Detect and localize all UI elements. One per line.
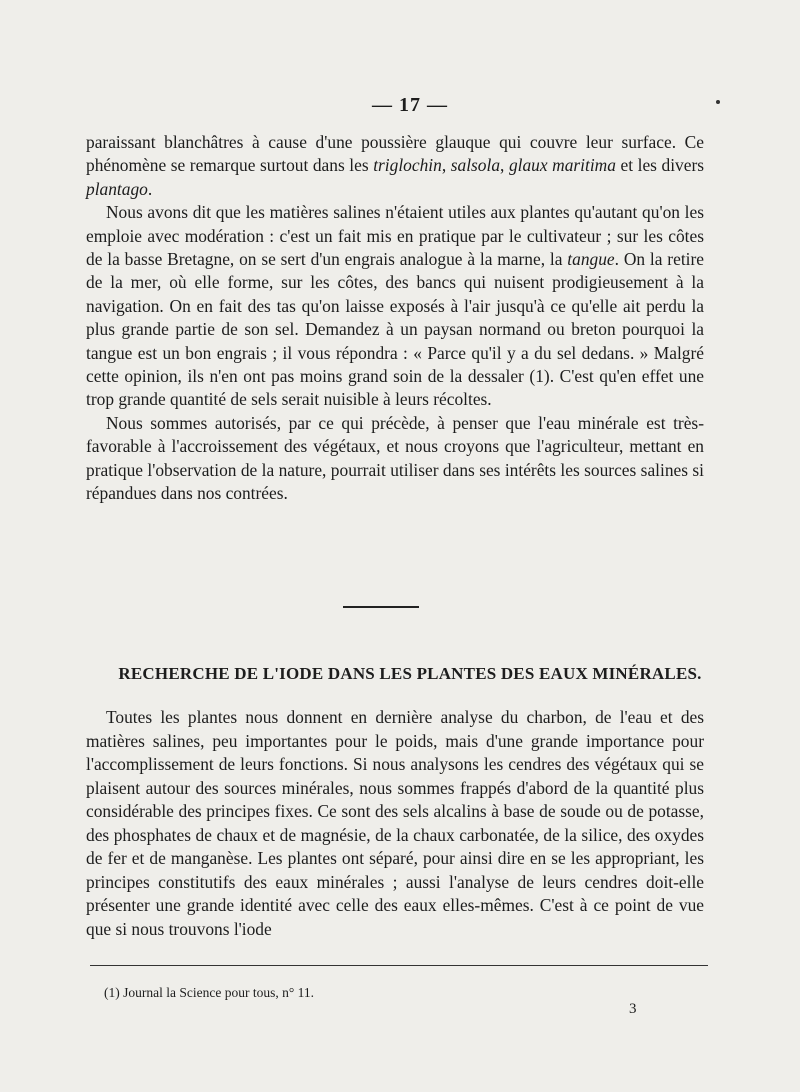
text-run: Nous avons dit que les matières salines n'étaient utiles aux plantes qu'autant qu'on les emploie avec modération : c'est un fait mis en pratique par le cultivateur ; sur les côtes de la basse Bretagne, on se sert d'un engrais analogue à la marne, la xyxy=(86,202,704,270)
section-divider xyxy=(343,606,419,608)
paragraph xyxy=(86,706,704,941)
footnote: (1) Journal la Science pour tous, n° 11. xyxy=(104,985,314,1000)
paragraph xyxy=(86,131,704,201)
text-run: . On la retire de la mer, où elle forme, sur les côtes, des bancs qui nuisent prodigieusement à la navigation. On en fait des tas qu'on laisse exposés à l'air jusqu'à ce qu'elle ait perdu la plus grande partie de son sel. Demandez à un paysan normand ou breton pourquoi la tangue est un bon engrais ; il vous répondra : « Parce qu'il y a du sel dedans. » Malgré cette opinion, ils n'en ont pas moins grand soin de la dessaler (1). C'est qu'en effet une trop grande quantité de sels serait nuisible à leurs récoltes. xyxy=(86,249,704,410)
body-text-top xyxy=(86,131,704,506)
paragraph xyxy=(86,412,704,506)
italic-term: triglochin xyxy=(373,155,442,176)
signature-mark: 3 xyxy=(629,1001,637,1017)
italic-term: tangue xyxy=(567,249,615,270)
italic-term: salsola xyxy=(450,155,501,176)
italic-term: glaux maritima xyxy=(508,155,616,176)
text-run: paraissant blanchâtres à cause d'une poussière glauque qui couvre leur surface. Ce phénomène se remarque surtout dans les xyxy=(86,132,704,176)
paragraph xyxy=(86,201,704,412)
text-run: et les divers xyxy=(615,155,704,176)
italic-term: plantago xyxy=(86,178,148,199)
footnote-divider xyxy=(90,965,708,966)
body-text-bottom xyxy=(86,706,704,941)
text-run: , xyxy=(441,155,451,176)
text-run: , xyxy=(500,155,509,176)
text-run: . xyxy=(147,178,153,199)
text-run: Nous sommes autorisés, par ce qui précède, à penser que l'eau minérale est très-favorable à l'accroissement des végétaux, et nous croyons que l'agriculteur, mettant en pratique l'observation de la nature, pourrait utiliser dans ses intérêts les sources salines si répandues dans nos contrées. xyxy=(86,412,704,504)
section-heading: RECHERCHE DE L'IODE DANS LES PLANTES DES EAUX MINÉRALES. xyxy=(118,664,702,683)
text-run: Toutes les plantes nous donnent en dernière analyse du charbon, de l'eau et des matières salines, peu importantes pour le poids, mais d'une grande importance pour l'accomplissement de leurs fonctions. Si nous analysons les cendres des végétaux qui se plaisent autour des sources minérales, nous sommes frappés d'abord de la quantité plus considérable des principes fixes. Ce sont des sels alcalins à base de soude ou de potasse, des phosphates de chaux et de magnésie, de la chaux carbonatée, de la silice, des oxydes de fer et de manganèse. Les plantes ont séparé, pour ainsi dire en se les appropriant, les principes constitutifs des eaux minérales ; aussi l'analyse de leurs cendres doit-elle présenter une grande identité avec celle des eaux elles-mêmes. C'est à ce point de vue que si nous trouvons l'iode xyxy=(86,707,704,939)
page-number: — 17 — xyxy=(372,94,448,116)
